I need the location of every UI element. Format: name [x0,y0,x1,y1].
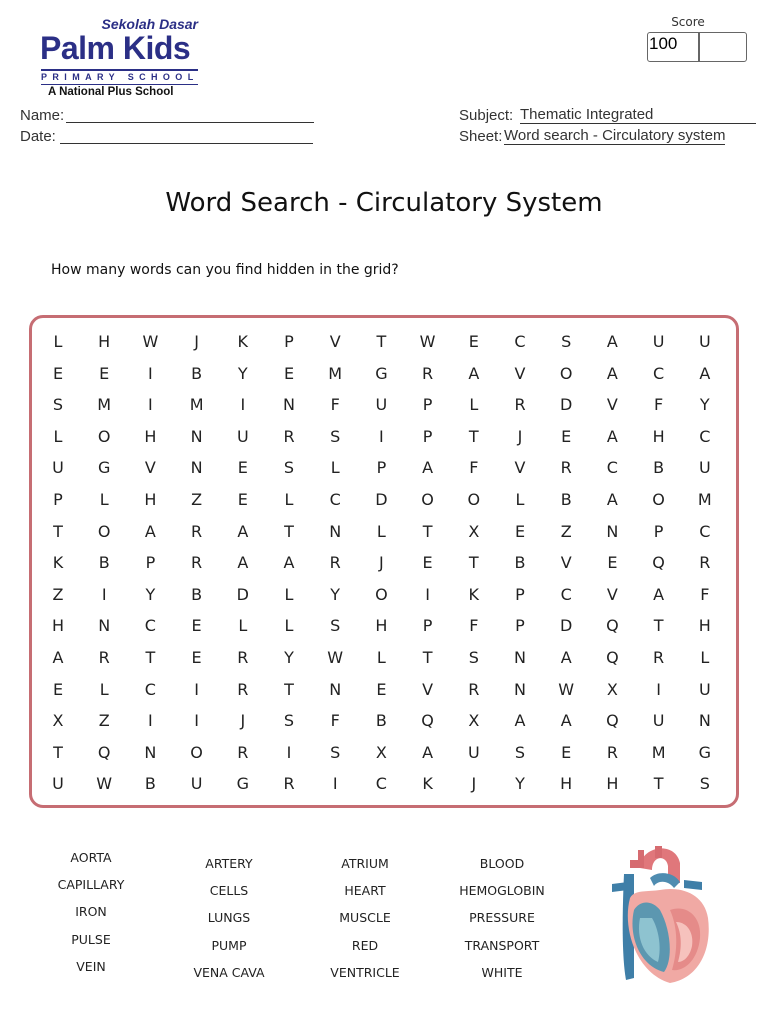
grid-cell[interactable]: U [698,332,711,351]
grid-cell[interactable]: E [191,616,202,636]
grid-cell[interactable]: B [653,458,665,478]
grid-cell[interactable]: S [283,711,295,731]
grid-cell[interactable]: B [375,711,387,731]
grid-cell[interactable]: G [375,363,388,383]
grid-cell[interactable]: E [52,363,64,383]
grid-cell[interactable]: I [379,426,384,446]
grid-cell[interactable]: T [284,521,294,541]
grid-cell[interactable]: H [144,490,157,509]
grid-cell[interactable]: Q [606,711,619,731]
grid-cell[interactable]: I [194,679,199,699]
grid-cell[interactable]: W [558,679,575,699]
grid-cell[interactable]: N [98,616,111,636]
grid-cell[interactable]: Z [52,584,64,604]
vein-branch [684,880,702,890]
grid-cell[interactable]: U [375,395,388,415]
grid-cell[interactable]: A [283,553,295,573]
grid-cell[interactable]: Y [330,584,341,604]
grid-cell[interactable]: T [653,616,664,636]
grid-cell[interactable]: V [606,395,618,415]
grid-cell[interactable]: M [697,490,712,509]
word-list-item: PUMP [211,937,247,953]
grid-cell[interactable]: O [375,584,388,604]
grid-cell[interactable]: J [379,553,384,573]
grid-cell[interactable]: U [698,679,711,699]
score-divider [698,33,700,61]
grid-cell[interactable]: N [329,521,342,541]
grid-cell[interactable]: R [237,648,249,667]
grid-cell[interactable]: C [606,458,618,478]
grid-cell[interactable]: E [514,521,526,541]
grid-cell[interactable]: I [656,679,661,699]
word-list-item: CELLS [209,883,249,899]
grid-cell[interactable]: M [651,742,666,762]
grid-cell[interactable]: E [607,553,618,573]
grid-cell[interactable]: D [560,395,573,415]
grid-cell[interactable]: H [144,426,157,446]
grid-cell[interactable]: R [329,553,341,573]
word-list-item: ATRIUM [341,856,389,871]
grid-cell[interactable]: C [653,363,665,383]
word-list-item: PRESSURE [469,910,535,926]
grid-cell[interactable]: P [422,395,433,415]
grid-cell[interactable]: S [561,332,572,351]
grid-cell[interactable]: A [422,742,434,762]
grid-cell[interactable]: Y [699,395,710,415]
grid-cell[interactable]: C [329,490,341,509]
grid-cell[interactable]: U [652,711,665,731]
grid-cell[interactable]: L [469,395,479,415]
grid-cell[interactable]: E [376,679,387,699]
grid-cell[interactable]: E [237,458,248,478]
grid-cell[interactable]: N [283,395,295,415]
score-value: 100 [649,34,678,53]
grid-cell[interactable]: H [98,332,111,351]
grid-cell[interactable]: I [148,711,153,731]
grid-cell[interactable]: J [194,332,199,351]
grid-cell[interactable]: A [144,521,156,541]
grid-cell[interactable]: L [99,490,109,509]
grid-cell[interactable]: Y [515,774,525,794]
grid-cell[interactable]: L [515,490,525,509]
grid-cell[interactable]: E [468,332,479,351]
grid-cell[interactable]: P [145,553,156,573]
grid-cell[interactable]: N [329,679,342,699]
word-list-item: IRON [75,904,107,920]
grid-cell[interactable]: R [237,742,249,762]
grid-cell[interactable]: A [422,458,434,478]
grid-cell[interactable]: E [422,553,433,573]
grid-cell[interactable]: Z [191,490,203,509]
word-list-item: HEART [344,883,386,899]
grid-cell[interactable]: M [189,395,204,415]
grid-cell[interactable]: T [422,648,433,667]
word-list-item: RED [351,937,379,953]
grid-cell[interactable]: M [97,395,112,415]
grid-cell[interactable]: R [468,679,480,699]
grid-cell[interactable]: R [191,553,203,573]
grid-cell[interactable]: P [53,490,63,509]
grid-cell[interactable]: R [98,648,110,667]
word-list-item: BLOOD [479,856,525,871]
score-label: Score [671,15,705,29]
grid-cell[interactable]: B [144,774,156,794]
logo-rule [41,69,198,71]
date-field[interactable] [60,143,313,144]
logo-subtitle: A National Plus School [48,86,174,98]
name-label: Name: [20,107,65,124]
grid-cell[interactable]: K [52,553,64,573]
grid-cell[interactable]: C [560,584,572,604]
grid-cell[interactable]: S [330,426,341,446]
grid-cell[interactable]: A [560,711,572,731]
grid-cell[interactable]: E [283,363,295,383]
grid-cell[interactable]: O [97,521,111,541]
grid-cell[interactable]: X [52,711,64,731]
grid-cell[interactable]: E [52,679,64,699]
grid-cell[interactable]: F [469,458,479,478]
grid-cell[interactable]: G [698,742,711,762]
grid-cell[interactable]: P [422,426,433,446]
grid-cell[interactable]: L [284,490,294,509]
word-list-item: PULSE [71,931,111,947]
grid-cell[interactable]: K [468,584,480,604]
logo-brand: Palm Kids [40,30,191,66]
grid-cell[interactable]: C [699,521,711,541]
grid-cell[interactable]: L [238,616,248,636]
grid-cell[interactable]: H [652,426,665,446]
grid-cell[interactable]: F [653,395,664,415]
grid-cell[interactable]: P [376,458,387,478]
grid-cell[interactable]: V [606,584,618,604]
grid-cell[interactable]: V [560,553,572,573]
word-list-item: MUSCLE [339,910,391,926]
grid-cell[interactable]: G [97,458,111,478]
grid-cell[interactable]: B [98,553,110,573]
grid-cell[interactable]: H [375,616,388,636]
grid-cell[interactable]: X [375,742,387,762]
grid-cell[interactable]: L [99,679,109,699]
grid-cell[interactable]: N [144,742,157,762]
grid-cell[interactable]: T [376,332,387,351]
grid-cell[interactable]: I [332,774,338,794]
grid-cell[interactable]: O [559,363,573,383]
grid-cell[interactable]: A [606,426,618,446]
grid-cell[interactable]: P [284,332,294,351]
worksheet-title: Word Search - Circulatory System [165,188,603,218]
grid-cell[interactable]: T [284,679,294,699]
school-logo [38,14,206,98]
grid-cell[interactable]: E [237,490,248,509]
grid-cell[interactable]: Y [145,584,156,604]
grid-cell[interactable]: P [653,521,664,541]
grid-cell[interactable]: W [327,648,344,667]
grid-cell[interactable]: R [514,395,526,415]
grid-cell[interactable]: A [560,648,572,667]
grid-cell[interactable]: A [468,363,480,383]
grid-cell[interactable]: A [606,490,618,509]
grid-cell[interactable]: X [468,711,480,731]
grid-cell[interactable]: J [240,711,246,731]
grid-cell[interactable]: I [240,395,246,415]
grid-cell[interactable]: Q [421,711,434,731]
grid-cell[interactable]: S [330,742,341,762]
date-label: Date: [20,128,56,145]
word-list-item: WHITE [481,964,523,980]
grid-cell[interactable]: L [700,648,710,667]
grid-cell[interactable]: L [330,458,340,478]
grid-cell[interactable]: N [514,679,526,699]
grid-cell[interactable]: E [191,648,202,667]
word-list-item: CAPILLARY [57,877,125,893]
grid-cell[interactable]: S [283,458,295,478]
grid-cell[interactable]: U [52,458,64,478]
grid-cell[interactable]: E [561,426,572,446]
sheet-value: Word search - Circulatory system [504,127,726,144]
instruction-text: How many words can you find hidden in the grid? [51,262,399,278]
subject-value: Thematic Integrated [520,107,756,124]
grid-cell[interactable]: N [190,426,203,446]
grid-cell[interactable]: R [422,363,434,383]
grid-cell[interactable]: X [606,679,618,699]
grid-cell[interactable]: R [237,679,249,699]
grid-cell[interactable]: P [515,584,525,604]
grid-cell[interactable]: D [560,616,573,636]
grid-cell[interactable]: V [329,332,341,351]
grid-cell[interactable]: S [330,616,341,636]
grid-cell[interactable]: J [471,774,477,794]
grid-cell[interactable]: J [517,426,523,446]
grid-cell[interactable]: X [468,521,480,541]
grid-cell[interactable]: A [514,711,526,731]
grid-cell[interactable]: R [653,648,665,667]
grid-cell[interactable]: K [237,332,249,351]
grid-cell[interactable]: Y [237,363,248,383]
grid-cell[interactable]: F [700,584,710,604]
subject-label: Subject: [459,107,514,124]
grid-cell[interactable]: H [698,616,711,636]
word-list-item: TRANSPORT [464,937,540,953]
word-list-item: VENTRICLE [330,964,400,980]
grid-cell[interactable]: B [191,584,203,604]
grid-cell[interactable]: O [97,426,111,446]
grid-cell[interactable]: R [560,458,572,478]
grid-cell[interactable]: T [468,553,479,573]
grid-cell[interactable]: U [190,774,203,794]
grid-cell[interactable]: I [425,584,430,604]
word-list-item: VEIN [76,958,106,974]
grid-cell[interactable]: C [375,774,387,794]
grid-cell[interactable]: U [698,458,711,478]
grid-cell[interactable]: O [652,490,665,509]
grid-cell[interactable]: A [699,363,711,383]
grid-cell[interactable]: A [52,648,64,667]
grid-cell[interactable]: U [236,426,249,446]
grid-cell[interactable]: S [468,648,479,667]
grid-cell[interactable]: W [419,332,436,351]
grid-cell[interactable]: R [699,553,711,573]
grid-cell[interactable]: A [237,521,249,541]
grid-cell[interactable]: L [53,332,63,351]
grid-cell[interactable]: Q [97,742,111,762]
grid-cell[interactable]: I [194,711,199,731]
grid-cell[interactable]: N [190,458,203,478]
grid-cell[interactable]: Z [560,521,572,541]
grid-cell[interactable]: U [652,332,665,351]
grid-cell[interactable]: T [422,521,433,541]
grid-cell[interactable]: E [561,742,572,762]
grid-cell[interactable]: P [422,616,433,636]
grid-cell[interactable]: S [699,774,710,794]
grid-cell[interactable]: M [328,363,343,383]
logo-rule [41,84,198,85]
grid-cell[interactable]: F [330,395,340,415]
grid-cell[interactable]: A [653,584,665,604]
grid-cell[interactable]: E [99,363,110,383]
grid-cell[interactable]: O [467,490,481,509]
grid-cell[interactable]: C [514,332,526,351]
grid-cell[interactable]: C [144,679,156,699]
grid-cell[interactable]: L [376,521,386,541]
grid-cell[interactable]: T [653,774,664,794]
grid-cell[interactable]: R [283,774,295,794]
grid-cell[interactable]: R [191,521,203,541]
grid-cell[interactable]: Q [606,616,619,636]
grid-cell[interactable]: R [606,742,618,762]
grid-cell[interactable]: N [698,711,711,731]
grid-cell[interactable]: T [53,521,63,541]
grid-cell[interactable]: O [421,490,434,509]
grid-cell[interactable]: C [699,426,711,446]
grid-cell[interactable]: O [190,742,203,762]
grid-cell[interactable]: V [514,458,526,478]
grid-cell[interactable]: V [144,458,156,478]
grid-cell[interactable]: U [467,742,480,762]
grid-cell[interactable]: B [514,553,526,573]
artery-branch [655,846,662,858]
artery-branch [630,850,644,868]
heart-illustration [600,838,720,988]
grid-cell[interactable]: S [52,395,64,415]
grid-cell[interactable]: F [469,616,479,636]
grid-cell[interactable]: I [101,584,107,604]
grid-cell[interactable]: T [145,648,156,667]
word-list-item: LUNGS [207,910,251,926]
name-field[interactable] [66,122,314,123]
grid-cell[interactable]: H [560,774,573,794]
grid-cell[interactable]: P [515,616,525,636]
logo-tagline: Sekolah Dasar [101,16,198,32]
score-box[interactable] [647,32,747,62]
grid-cell[interactable]: W [96,774,113,794]
grid-cell[interactable]: Z [98,711,110,731]
word-list-item: AORTA [70,850,112,865]
grid-cell[interactable]: W [142,332,159,351]
grid-cell[interactable]: L [376,648,386,667]
grid-cell[interactable]: B [191,363,203,383]
grid-cell[interactable]: V [422,679,434,699]
logo-school-type: PRIMARY SCHOOL [41,72,199,82]
grid-cell[interactable]: T [468,426,479,446]
grid-cell[interactable]: A [237,553,249,573]
grid-cell[interactable]: S [514,742,526,762]
grid-cell[interactable]: A [606,332,618,351]
grid-cell[interactable]: L [284,584,294,604]
grid-cell[interactable]: V [514,363,526,383]
grid-cell[interactable]: Q [606,648,619,667]
grid-cell[interactable]: D [375,490,388,509]
grid-cell[interactable]: I [148,395,153,415]
grid-cell[interactable]: Q [652,553,665,573]
grid-cell[interactable]: K [422,774,433,794]
grid-cell[interactable]: I [286,742,292,762]
grid-cell[interactable]: C [144,616,156,636]
word-list-item: VENA CAVA [193,964,265,980]
grid-cell[interactable]: U [52,774,64,794]
grid-cell[interactable]: I [148,363,153,383]
grid-cell[interactable]: B [560,490,572,509]
grid-cell[interactable]: F [330,711,340,731]
grid-cell[interactable]: N [606,521,619,541]
grid-cell[interactable]: R [283,426,295,446]
grid-cell[interactable]: Y [284,648,294,667]
sheet-label: Sheet: [459,128,503,145]
grid-cell[interactable]: N [514,648,526,667]
grid-cell[interactable]: A [606,363,618,383]
grid-cell[interactable]: T [53,742,63,762]
grid-cell[interactable]: H [51,616,65,636]
grid-cell[interactable]: L [53,426,63,446]
word-list-item: HEMOGLOBIN [459,883,545,899]
grid-cell[interactable]: D [236,584,249,604]
grid-cell[interactable]: H [606,774,619,794]
grid-cell[interactable]: L [284,616,294,636]
word-list-item: ARTERY [205,856,253,871]
grid-cell[interactable]: G [236,774,249,794]
